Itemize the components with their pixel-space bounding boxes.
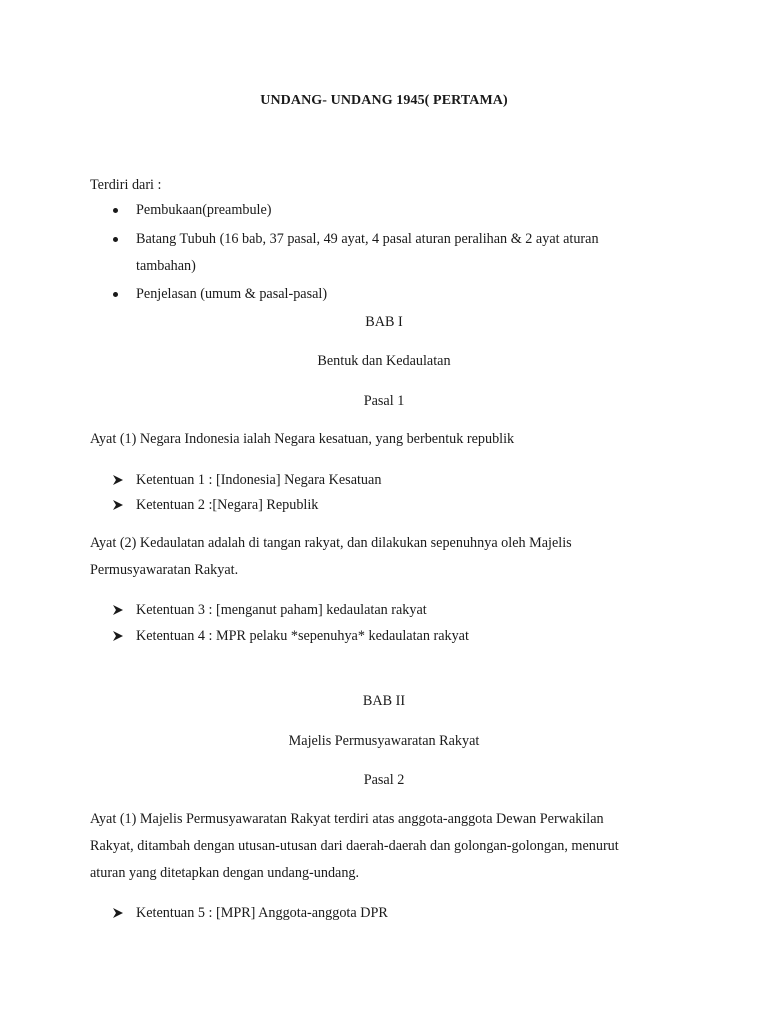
bullet-icon: [113, 237, 118, 242]
arrow-bullet-icon: [113, 475, 123, 485]
bullet-icon: [113, 208, 118, 213]
bab-subtitle: Bentuk dan Kedaulatan: [317, 353, 451, 369]
ayat-text: Ayat (2) Kedaulatan adalah di tangan rakyat, dan dilakukan sepenuhnya oleh Majelis: [90, 535, 572, 551]
ayat-text: Ayat (1) Negara Indonesia ialah Negara kesatuan, yang berbentuk republik: [90, 431, 515, 447]
bab-heading: BAB II: [362, 693, 406, 709]
list-item: Ketentuan 4 : MPR pelaku *sepenuhya* kedaulatan rakyat: [111, 623, 469, 650]
arrow-bullet-icon: [113, 605, 123, 615]
bab-heading: BAB I: [365, 314, 403, 330]
ayat-text: Rakyat, ditambah dengan utusan-utusan dari daerah-daerah dan golongan-golongan, menurut: [90, 838, 619, 854]
list-item: Ketentuan 5 : [MPR] Anggota-anggota DPR: [111, 900, 388, 927]
ayat-text: Permusyawaratan Rakyat.: [90, 562, 239, 578]
list-item: Ketentuan 3 : [menganut paham] kedaulatan rakyat: [111, 597, 427, 624]
list-item: Pembukaan(preambule): [111, 197, 272, 224]
pasal-heading: Pasal 2: [363, 772, 405, 788]
arrow-bullet-icon: [113, 908, 123, 918]
list-item: Ketentuan 2 :[Negara] Republik: [111, 492, 318, 519]
arrow-bullet-icon: [113, 500, 123, 510]
list-item-continuation: tambahan): [136, 258, 196, 274]
document-title: UNDANG- UNDANG 1945( PERTAMA): [260, 93, 508, 108]
list-item: Batang Tubuh (16 bab, 37 pasal, 49 ayat, 4 pasal aturan peralihan & 2 ayat aturan: [111, 226, 599, 253]
list-item: Penjelasan (umum & pasal-pasal): [111, 281, 327, 308]
pasal-heading: Pasal 1: [363, 393, 405, 409]
ayat-text: Ayat (1) Majelis Permusyawaratan Rakyat terdiri atas anggota-anggota Dewan Perwakilan: [90, 811, 604, 827]
bullet-icon: [113, 292, 118, 297]
arrow-bullet-icon: [113, 631, 123, 641]
ayat-text: aturan yang ditetapkan dengan undang-undang.: [90, 865, 360, 881]
intro-text: Terdiri dari :: [90, 177, 162, 193]
bab-subtitle: Majelis Permusyawaratan Rakyat: [288, 733, 480, 749]
list-item: Ketentuan 1 : [Indonesia] Negara Kesatuan: [111, 467, 381, 494]
